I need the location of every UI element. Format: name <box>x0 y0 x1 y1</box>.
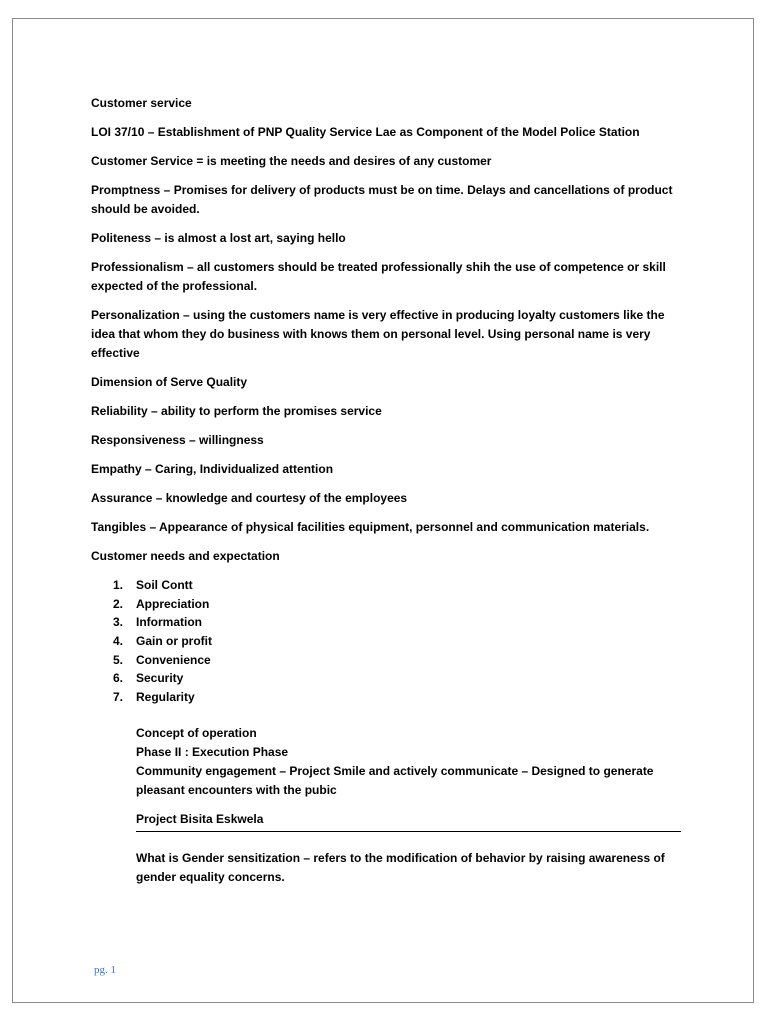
list-item-number: 7. <box>113 690 124 705</box>
bisita-section <box>91 810 681 832</box>
list-item-text: Gain or profit <box>136 634 212 649</box>
list-item-text: Appreciation <box>136 596 210 611</box>
project-bisita-heading: Project Bisita Eskwela <box>136 810 681 832</box>
list-item <box>91 576 681 595</box>
document-page <box>12 18 754 1003</box>
paragraph-assurance: Assurance – knowledge and courtesy of the employees <box>91 491 408 505</box>
phase-line: Phase II : Execution Phase <box>136 744 289 759</box>
list-item-text: Regularity <box>136 690 195 705</box>
paragraph-customer-service: Customer Service = is meeting the needs and desires of any customer <box>91 154 492 168</box>
paragraph-dimension: Dimension of Serve Quality <box>91 375 248 389</box>
list-item-number: 6. <box>113 671 124 686</box>
page-number: pg. 1 <box>94 964 116 976</box>
list-item-number: 5. <box>113 652 124 667</box>
community-engagement-line: Community engagement – Project Smile and actively communicate – Designed to generate pleasant encounters with the pubic <box>136 763 654 797</box>
list-item-text: Information <box>136 615 202 630</box>
paragraph-professionalism: Professionalism – all customers should be treated professionally shih the use of competence or skill expected of the professional. <box>91 260 666 293</box>
concept-block <box>91 724 681 800</box>
list-item <box>91 669 681 688</box>
paragraph-loi: LOI 37/10 – Establishment of PNP Quality Service Lae as Component of the Model Police Station <box>91 125 640 139</box>
concept-heading: Concept of operation <box>136 725 257 740</box>
list-item <box>91 632 681 651</box>
paragraph-reliability: Reliability – ability to perform the promises service <box>91 404 382 418</box>
paragraph-personalization: Personalization – using the customers name is very effective in producing loyalty customers like the idea that whom they do business with knows them on personal level. Using personal name is very effective <box>91 308 665 360</box>
list-item <box>91 613 681 632</box>
paragraph-responsiveness: Responsiveness – willingness <box>91 433 264 447</box>
list-item-text: Soil Contt <box>136 578 193 592</box>
document-title: Customer service <box>91 96 192 110</box>
paragraph-tangibles: Tangibles – Appearance of physical facilities equipment, personnel and communication materials. <box>91 520 650 534</box>
list-item-text: Convenience <box>136 652 211 667</box>
paragraph-politeness: Politeness – is almost a lost art, saying hello <box>91 231 346 245</box>
list-item <box>91 688 681 707</box>
paragraph-promptness: Promptness – Promises for delivery of products must be on time. Delays and cancellations of product should be avoided. <box>91 183 673 216</box>
list-item-number: 4. <box>113 634 124 649</box>
list-item-number: 1. <box>113 578 124 592</box>
gender-section <box>91 849 681 887</box>
needs-list <box>91 576 681 707</box>
list-item <box>91 651 681 670</box>
list-item-number: 3. <box>113 615 124 630</box>
gender-sensitization-paragraph: What is Gender sensitization – refers to the modification of behavior by raising awareness of gender equality concerns. <box>136 850 665 884</box>
list-item-text: Security <box>136 671 184 686</box>
list-item-number: 2. <box>113 596 124 611</box>
document-body <box>91 94 681 899</box>
paragraph-empathy: Empathy – Caring, Individualized attention <box>91 462 334 476</box>
list-item <box>91 595 681 614</box>
paragraph-needs: Customer needs and expectation <box>91 549 280 563</box>
